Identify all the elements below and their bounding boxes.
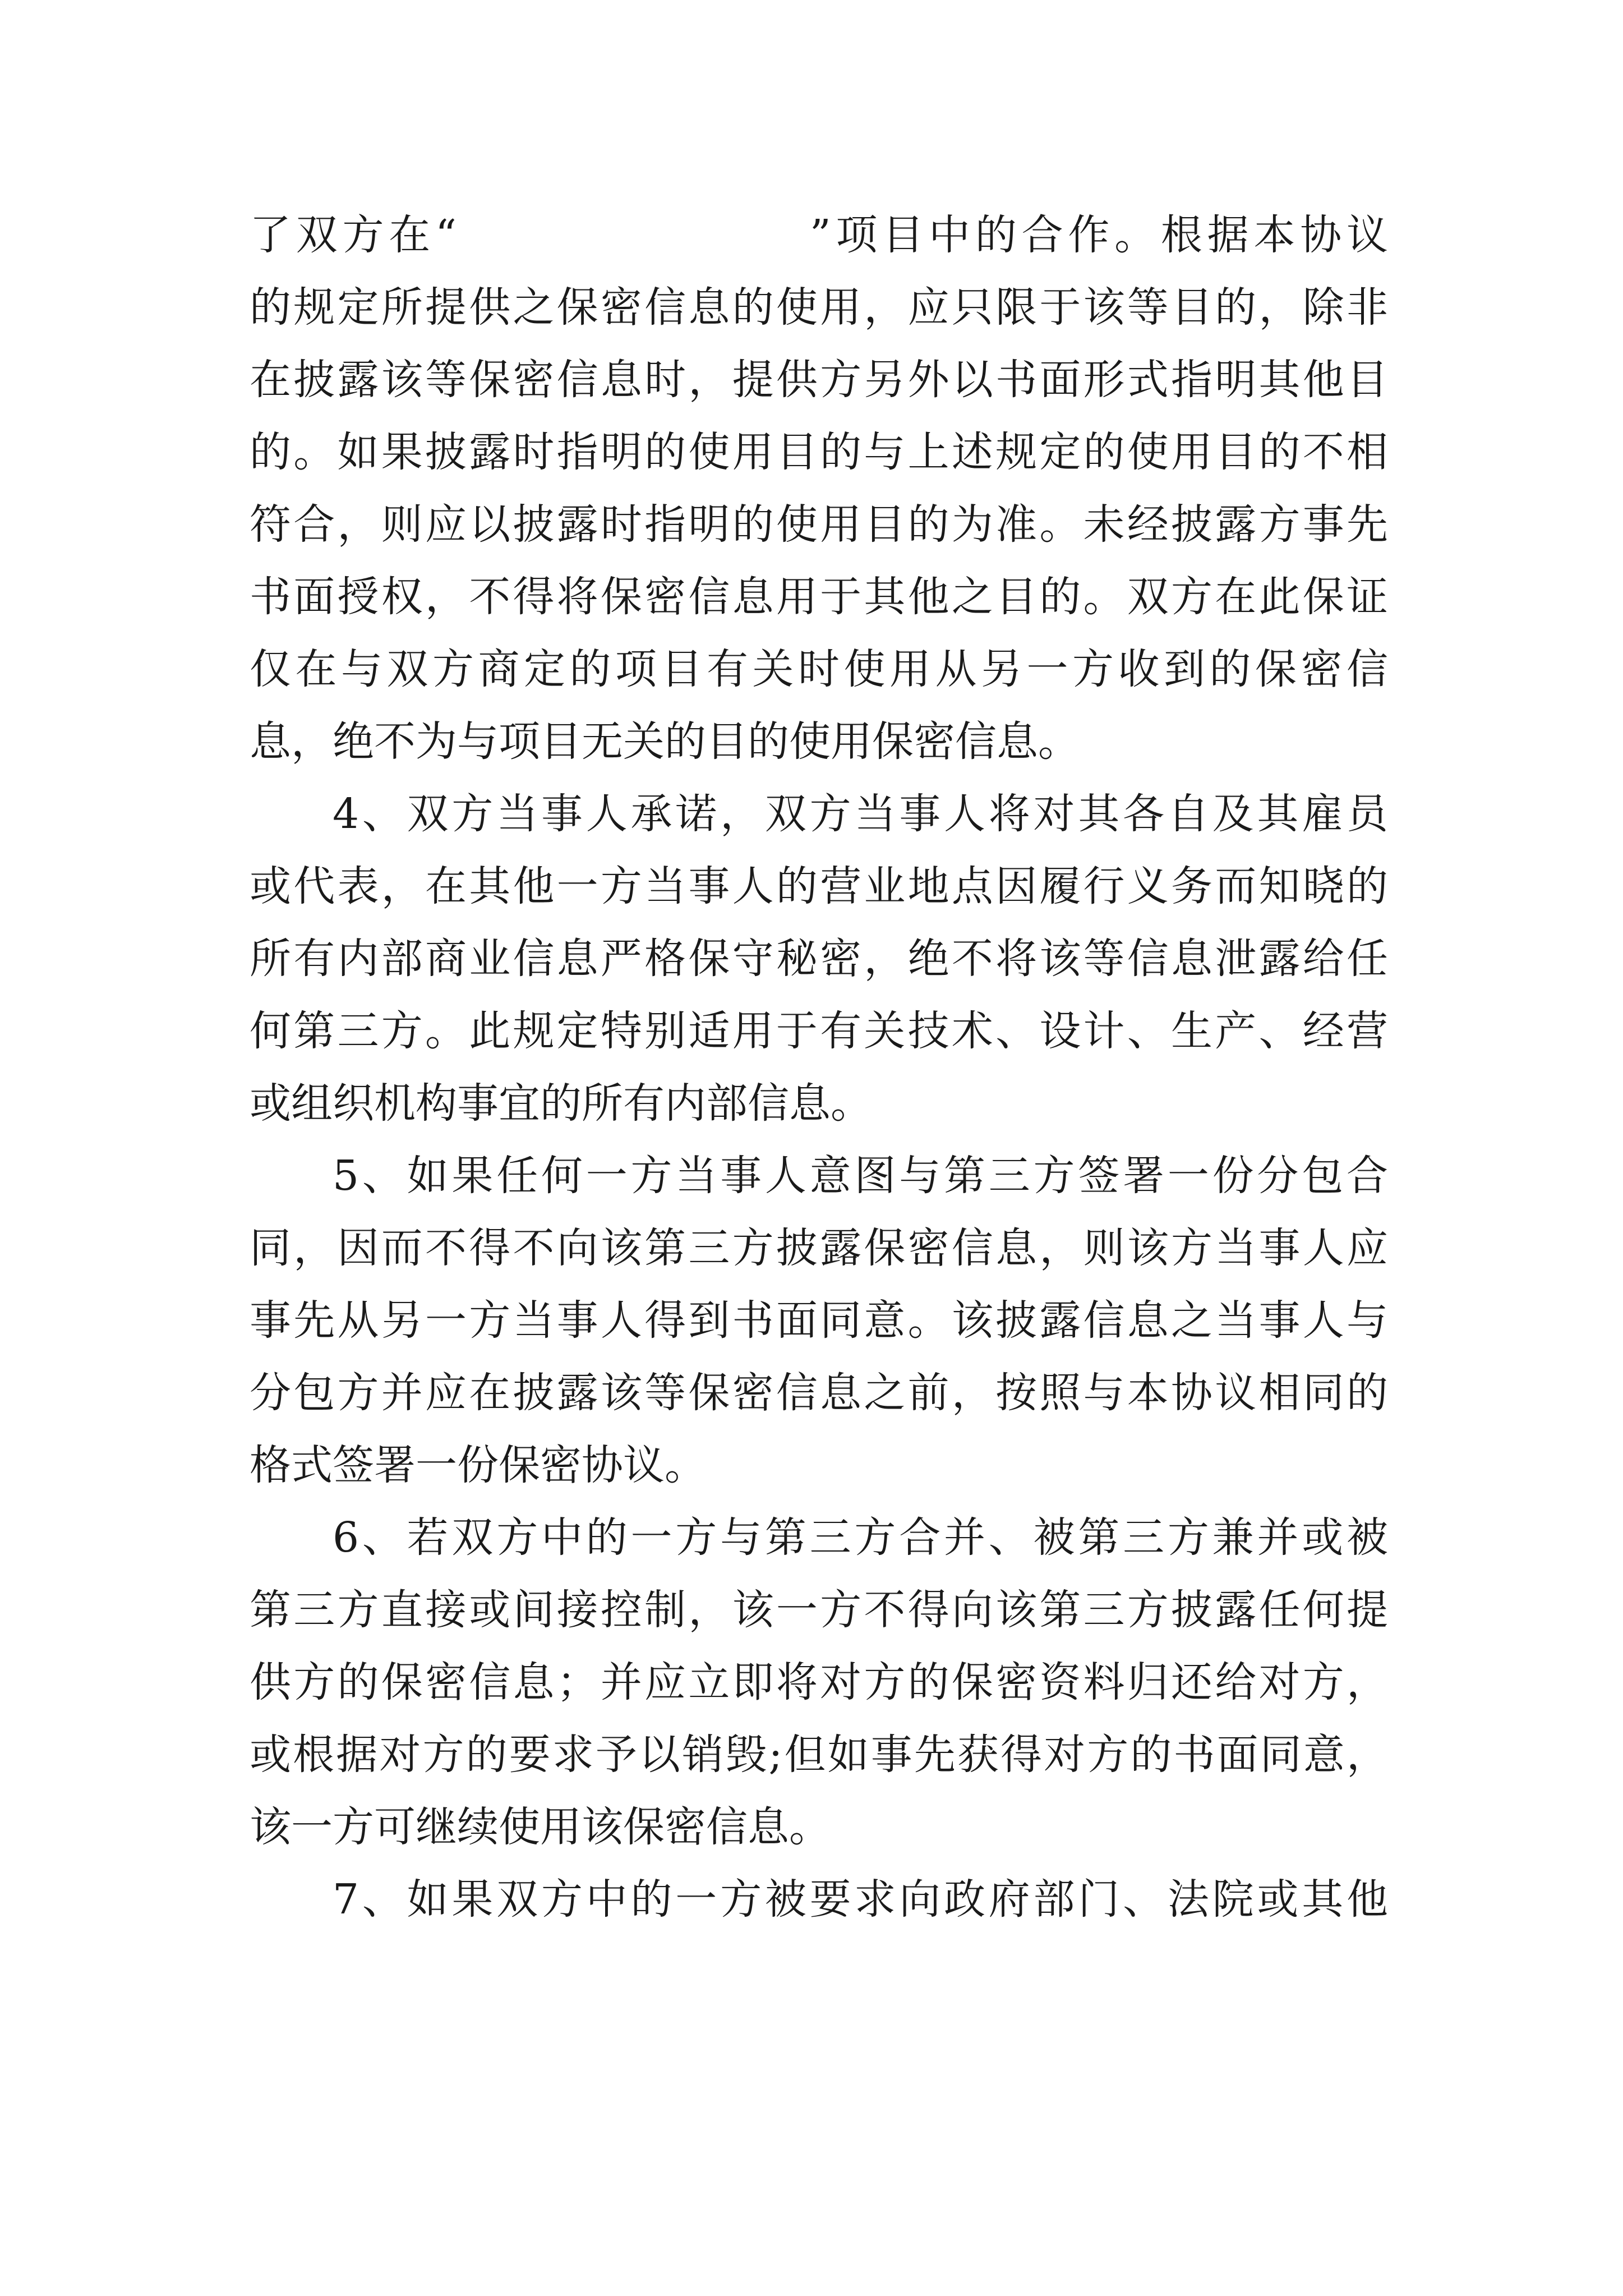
text-line bbox=[250, 199, 1388, 272]
text-line: 何第三方。此规定特别适用于有关技术、设计、生产、经营 bbox=[250, 1007, 1388, 1055]
text-line: 或代表，在其他一方当事人的营业地点因履行义务而知晓的 bbox=[250, 862, 1388, 910]
text-line: 仅在与双方商定的项目有关时使用从另一方收到的保密信 bbox=[250, 645, 1388, 693]
text-line: 书面授权，不得将保密信息用于其他之目的。双方在此保证 bbox=[250, 573, 1388, 621]
text-line: 符合，则应以披露时指明的使用目的为准。未经披露方事先 bbox=[250, 500, 1388, 549]
text-line: 在披露该等保密信息时，提供方另外以书面形式指明其他目 bbox=[250, 356, 1388, 404]
text-line: 分包方并应在披露该等保密信息之前，按照与本协议相同的 bbox=[250, 1369, 1388, 1417]
text-line: 第三方直接或间接控制，该一方不得向该第三方披露任何提 bbox=[250, 1586, 1388, 1634]
text-line: 事先从另一方当事人得到书面同意。该披露信息之当事人与 bbox=[250, 1296, 1388, 1345]
text-line: 供方的保密信息；并应立即将对方的保密资料归还给对方， bbox=[250, 1658, 1388, 1706]
document-body bbox=[250, 199, 1388, 1936]
text-line: 所有内部商业信息严格保守秘密，绝不将该等信息泄露给任 bbox=[250, 935, 1388, 983]
text-line: 的规定所提供之保密信息的使用，应只限于该等目的，除非 bbox=[250, 283, 1388, 332]
text-line: 或组织机构事宜的所有内部信息。 bbox=[250, 1079, 872, 1128]
text-line: 同，因而不得不向该第三方披露保密信息，则该方当事人应 bbox=[250, 1224, 1388, 1272]
line-segment: 了双方在“ bbox=[250, 211, 457, 259]
text-line: 格式签署一份保密协议。 bbox=[250, 1441, 706, 1489]
text-line: 该一方可继续使用该保密信息。 bbox=[250, 1803, 831, 1851]
paragraph-first-line: 7、如果双方中的一方被要求向政府部门、法院或其他 bbox=[333, 1875, 1388, 1924]
text-line: 或根据对方的要求予以销毁;但如事先获得对方的书面同意， bbox=[250, 1731, 1388, 1779]
paragraph-first-line: 4、双方当事人承诺，双方当事人将对其各自及其雇员 bbox=[333, 790, 1388, 838]
text-line: 息，绝不为与项目无关的目的使用保密信息。 bbox=[250, 717, 1080, 766]
paragraph-first-line: 5、如果任何一方当事人意图与第三方签署一份分包合 bbox=[333, 1152, 1388, 1200]
line-segment: ”项目中的合作。根据本协议 bbox=[809, 211, 1388, 259]
paragraph-first-line: 6、若双方中的一方与第三方合并、被第三方兼并或被 bbox=[333, 1513, 1388, 1562]
text-line: 的。如果披露时指明的使用目的与上述规定的使用目的不相 bbox=[250, 428, 1388, 476]
